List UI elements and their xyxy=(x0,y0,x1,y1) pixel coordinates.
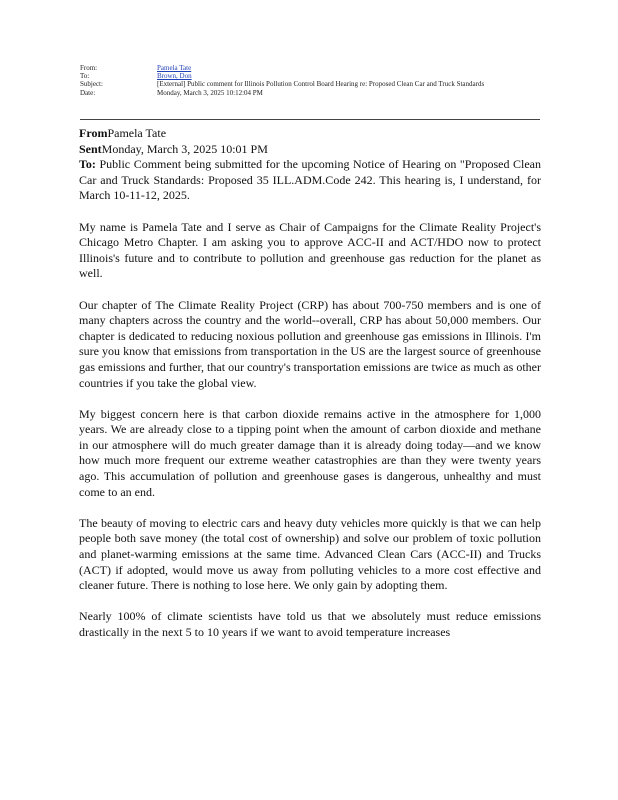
message-to-line xyxy=(79,157,541,204)
header-date-label: Date: xyxy=(80,88,96,97)
message-to-value: Public Comment being submitted for the upcoming Notice of Hearing on "Proposed Clean Car and Truck Standards: Proposed 35 ILL.ADM.Code 242. This hearing is, I understand, for March 10-11-12, 2025. xyxy=(79,157,541,203)
header-from-row xyxy=(80,64,540,72)
paragraph-beauty: The beauty of moving to electric cars and heavy duty vehicles more quickly is that we can help people both save money (the total cost of ownership) and solve our problem of toxic pollution and planet-warming emissions at the same time. Advanced Clean Cars (ACC-II) and Trucks (ACT) if adopted, would move us away from polluting vehicles to a more cost effective and cleaner future. There is nothing to lose here. We only gain by adopting them. xyxy=(79,515,541,593)
paragraph-intro: My name is Pamela Tate and I serve as Chair of Campaigns for the Climate Reality Project's Chicago Metro Chapter. I am asking you to approve ACC-II and ACT/HDO now to protect Illinois's future and to contribute to pollution and greenhouse gas reduction for the planet as well. xyxy=(79,219,541,281)
header-date-row xyxy=(80,89,540,97)
message-from-value: Pamela Tate xyxy=(107,126,167,140)
header-date-value: Monday, March 3, 2025 10:12:04 PM xyxy=(157,88,263,97)
header-subject-value: [External] Public comment for Illinois Pollution Control Board Hearing re: Proposed Clean Car and Truck Standards xyxy=(157,80,485,89)
header-to-row xyxy=(80,72,540,80)
header-subject-row xyxy=(80,80,540,88)
paragraph-scientists: Nearly 100% of climate scientists have told us that we absolutely must reduce emissions drastically in the next 5 to 10 years if we want to avoid temperature increases xyxy=(79,609,541,639)
message-sent-line xyxy=(79,142,541,158)
message-from-label: From xyxy=(79,126,108,140)
paragraph-chapter: Our chapter of The Climate Reality Project (CRP) has about 700-750 members and is one of many chapters across the country and the world--overall, CRP has about 50,000 members. Our chapter is dedicated to reducing noxious pollution and greenhouse gas emissions in Illinois. I'm sure you know that emissions from transportation in the US are the largest source of greenhouse gas emissions and further, that our country's transportation emissions are twice as much as other countries if you take the global view. xyxy=(79,297,541,390)
header-to-label: To: xyxy=(80,72,90,81)
email-body xyxy=(79,126,541,656)
message-from-line xyxy=(79,126,541,142)
email-header xyxy=(80,64,540,97)
message-sent-label: Sent xyxy=(79,141,102,156)
header-subject-label: Subject: xyxy=(80,80,103,89)
header-to-link[interactable]: Brown, Don xyxy=(157,72,192,81)
paragraph-concern: My biggest concern here is that carbon dioxide remains active in the atmosphere for 1,000 years. We are already close to a tipping point when the amount of carbon dioxide and methane in our atmosphere will do much greater damage than it is already doing today—and we know how much more frequent our extreme weather catastrophies are than they were twenty years ago. This accumulation of pollution and greenhouse gases is dangerous, unhealthy and must come to an end. xyxy=(79,406,541,499)
message-sent-value: Monday, March 3, 2025 10:01 PM xyxy=(101,141,268,156)
header-from-label: From: xyxy=(80,64,98,72)
header-from-link[interactable]: Pamela Tate xyxy=(157,64,192,72)
header-divider xyxy=(80,119,540,120)
message-to-label: To: xyxy=(79,157,96,172)
